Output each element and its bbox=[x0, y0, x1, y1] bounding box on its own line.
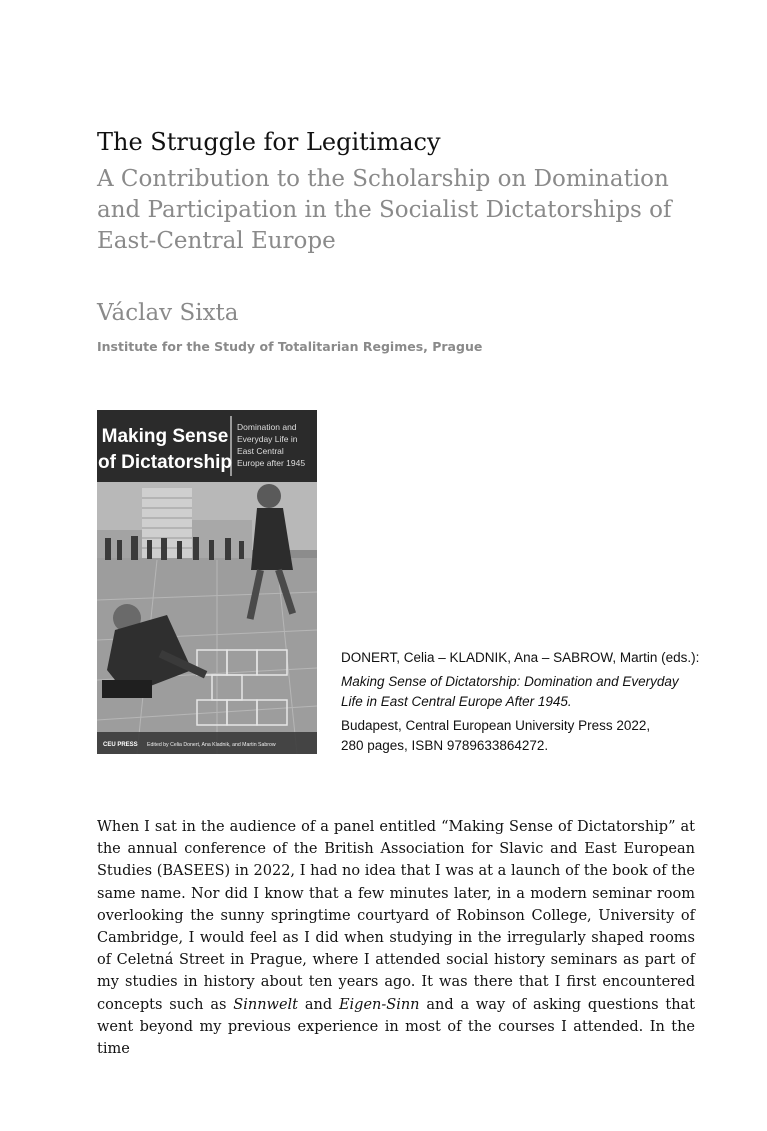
article-title: The Struggle for Legitimacy bbox=[97, 128, 441, 156]
body-term-sinnwelt: Sinnwelt bbox=[233, 996, 298, 1013]
cover-subtitle-line1: Domination and bbox=[237, 422, 297, 432]
cover-title-line2: of Dictatorship bbox=[97, 452, 233, 473]
cover-subtitle-line4: Europe after 1945 bbox=[237, 458, 306, 468]
reference-authors: DONERT, Celia – KLADNIK, Ana – SABROW, Martin (eds.): bbox=[341, 650, 700, 665]
cover-title-line1: Making Sense bbox=[101, 426, 229, 447]
reference-publisher: Budapest, Central European University Press 2022, bbox=[341, 718, 651, 733]
book-cover-image bbox=[97, 410, 317, 754]
cover-editors: Edited by Celia Donert, Ana Kladnik, and Martin Sabrow bbox=[147, 742, 276, 748]
reference-details: 280 pages, ISBN 9789633864272. bbox=[341, 738, 549, 753]
author-affiliation: Institute for the Study of Totalitarian Regimes, Prague bbox=[97, 339, 483, 354]
cover-publisher-logo: CEU PRESS bbox=[103, 742, 138, 748]
cover-subtitle-line3: East Central bbox=[237, 446, 284, 456]
author-name: Václav Sixta bbox=[97, 300, 239, 326]
body-term-eigen-sinn: Eigen-Sinn bbox=[338, 996, 420, 1013]
body-text-part1: When I sat in the audience of a panel entitled “Making Sense of Dictatorship” at the annual conference of the British Association for Slavic and East European Studies (BASEES) in 2022, I had no idea that I was at a launch of the book of the same name. Nor did I know that a few minutes later, in a modern seminar room overlooking the sunny springtime courtyard of Robinson College, University of Cambridge, I would feel as I did when studying in the irregularly shaped rooms of Celetná Street in Prague, where I attended social history seminars as part of my studies in history about ten years ago. It was there that I first encountered concepts such as bbox=[97, 819, 695, 1013]
cover-subtitle-line2: Everyday Life in bbox=[237, 434, 298, 444]
reference-publication bbox=[341, 716, 701, 756]
article-subtitle: A Contribution to the Scholarship on Domination and Participation in the Socialist Dictatorships of East-Central Europe bbox=[97, 166, 672, 254]
body-text-part3: and a way of asking questions that went beyond my previous experience in most of the courses I attended. In the time bbox=[97, 996, 696, 1058]
body-paragraph bbox=[97, 816, 695, 1060]
book-reference bbox=[341, 648, 701, 760]
body-text-part2: and bbox=[298, 996, 339, 1013]
reference-book-title: Making Sense of Dictatorship: Domination and Everyday Life in East Central Europe After 1945. bbox=[341, 674, 679, 709]
